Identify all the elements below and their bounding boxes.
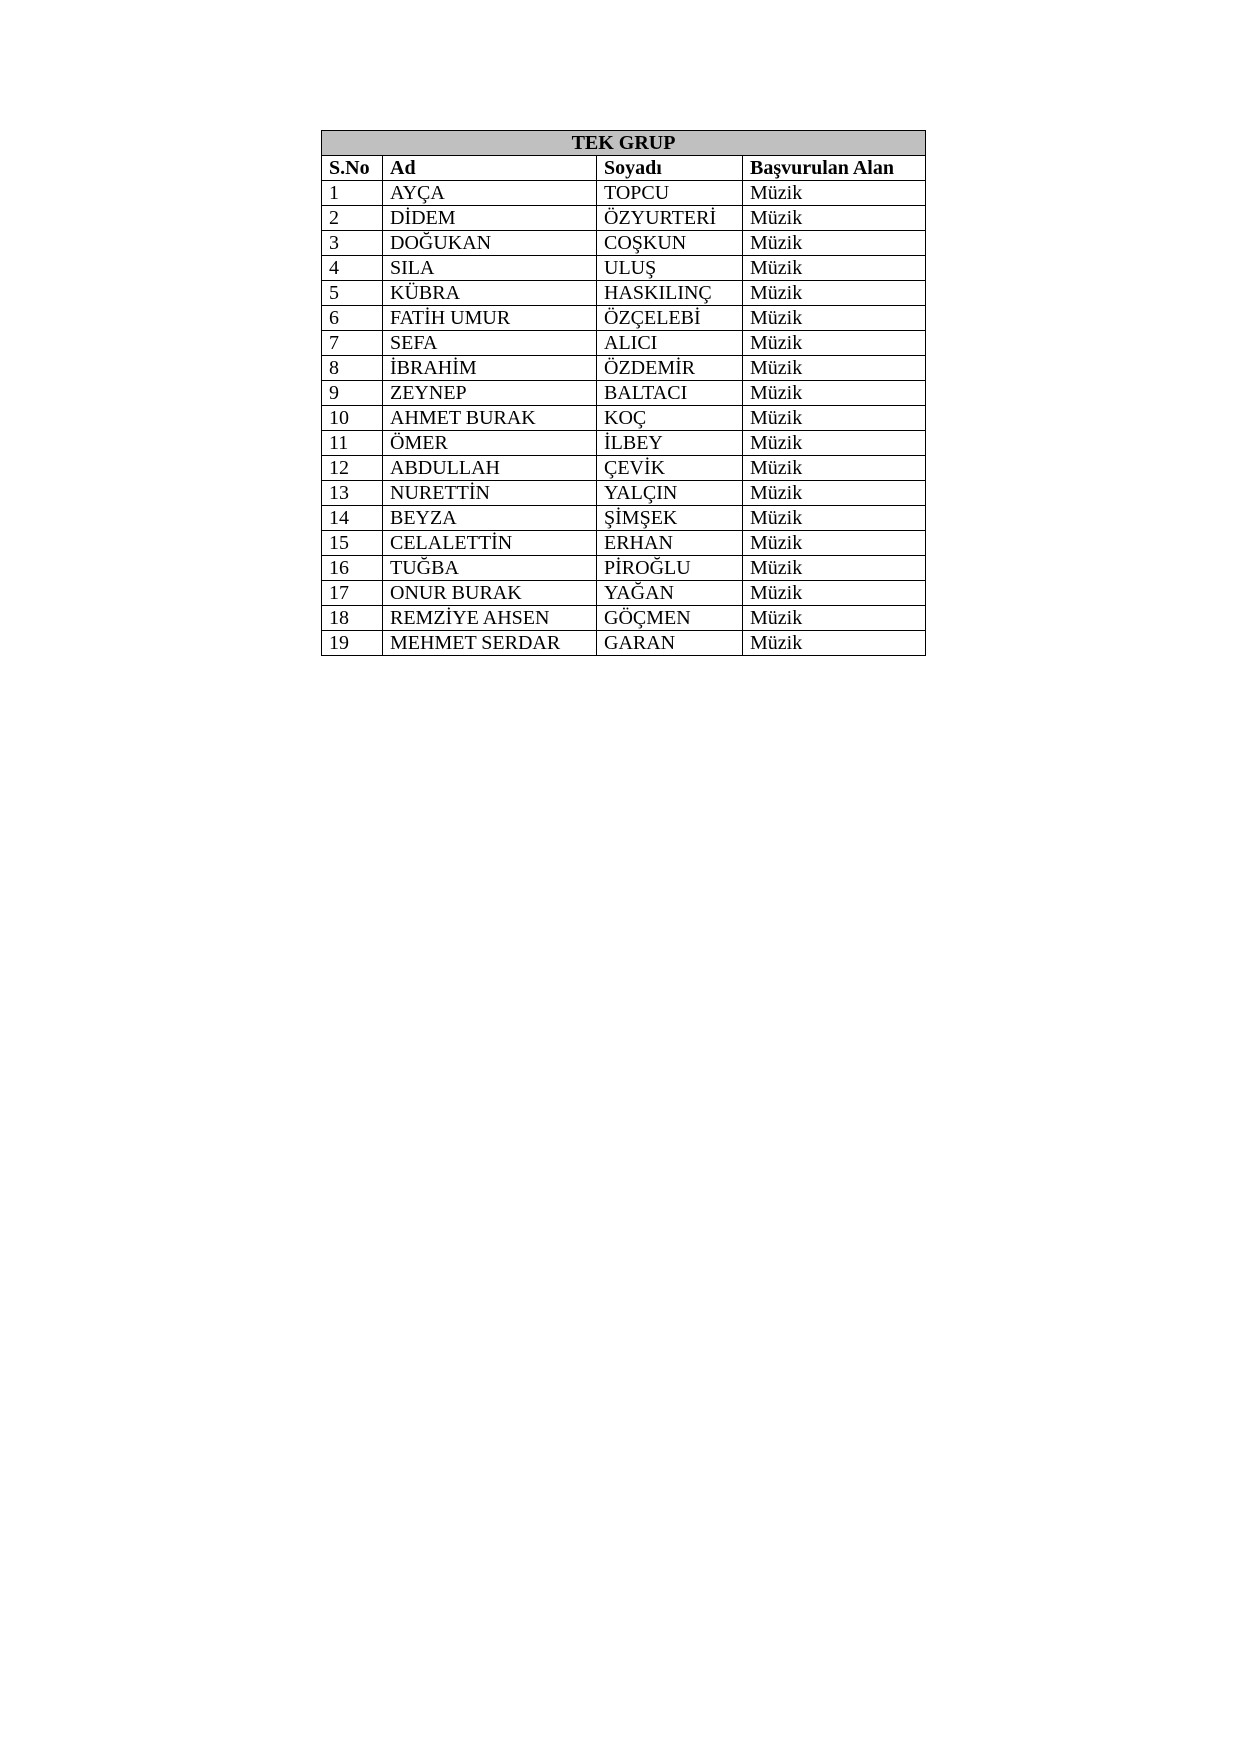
cell-sno: 19 <box>322 631 383 656</box>
header-sno: S.No <box>322 156 383 181</box>
cell-alan: Müzik <box>743 606 926 631</box>
cell-soyadi: ULUŞ <box>597 256 743 281</box>
header-alan: Başvurulan Alan <box>743 156 926 181</box>
cell-alan: Müzik <box>743 631 926 656</box>
cell-soyadi: HASKILINÇ <box>597 281 743 306</box>
cell-ad: ÖMER <box>383 431 597 456</box>
cell-soyadi: ERHAN <box>597 531 743 556</box>
cell-ad: ONUR BURAK <box>383 581 597 606</box>
table-row <box>322 381 926 406</box>
cell-ad: CELALETTİN <box>383 531 597 556</box>
cell-ad: ABDULLAH <box>383 456 597 481</box>
table-row <box>322 356 926 381</box>
header-soyadi: Soyadı <box>597 156 743 181</box>
cell-sno: 17 <box>322 581 383 606</box>
table-row <box>322 331 926 356</box>
cell-alan: Müzik <box>743 456 926 481</box>
table-row <box>322 431 926 456</box>
cell-sno: 14 <box>322 506 383 531</box>
cell-sno: 12 <box>322 456 383 481</box>
cell-ad: AYÇA <box>383 181 597 206</box>
cell-soyadi: BALTACI <box>597 381 743 406</box>
cell-sno: 2 <box>322 206 383 231</box>
cell-ad: DİDEM <box>383 206 597 231</box>
table-row <box>322 306 926 331</box>
cell-soyadi: ŞİMŞEK <box>597 506 743 531</box>
cell-sno: 1 <box>322 181 383 206</box>
cell-alan: Müzik <box>743 531 926 556</box>
table-row <box>322 256 926 281</box>
cell-ad: ZEYNEP <box>383 381 597 406</box>
cell-ad: KÜBRA <box>383 281 597 306</box>
cell-ad: DOĞUKAN <box>383 231 597 256</box>
cell-sno: 9 <box>322 381 383 406</box>
table-body <box>322 181 926 656</box>
table-row <box>322 456 926 481</box>
cell-ad: NURETTİN <box>383 481 597 506</box>
cell-sno: 10 <box>322 406 383 431</box>
table-row <box>322 581 926 606</box>
cell-sno: 18 <box>322 606 383 631</box>
cell-alan: Müzik <box>743 306 926 331</box>
table-row <box>322 181 926 206</box>
table-row <box>322 481 926 506</box>
table-row <box>322 281 926 306</box>
table-header-row <box>322 156 926 181</box>
cell-alan: Müzik <box>743 581 926 606</box>
cell-ad: SILA <box>383 256 597 281</box>
header-ad: Ad <box>383 156 597 181</box>
cell-alan: Müzik <box>743 381 926 406</box>
cell-sno: 16 <box>322 556 383 581</box>
cell-sno: 15 <box>322 531 383 556</box>
cell-ad: FATİH UMUR <box>383 306 597 331</box>
cell-soyadi: COŞKUN <box>597 231 743 256</box>
cell-sno: 11 <box>322 431 383 456</box>
cell-ad: REMZİYE AHSEN <box>383 606 597 631</box>
cell-sno: 3 <box>322 231 383 256</box>
cell-alan: Müzik <box>743 431 926 456</box>
cell-alan: Müzik <box>743 481 926 506</box>
cell-sno: 7 <box>322 331 383 356</box>
cell-sno: 13 <box>322 481 383 506</box>
cell-soyadi: ÖZDEMİR <box>597 356 743 381</box>
cell-ad: AHMET BURAK <box>383 406 597 431</box>
cell-alan: Müzik <box>743 356 926 381</box>
cell-alan: Müzik <box>743 506 926 531</box>
cell-ad: SEFA <box>383 331 597 356</box>
cell-alan: Müzik <box>743 331 926 356</box>
cell-soyadi: ÖZYURTERİ <box>597 206 743 231</box>
cell-ad: TUĞBA <box>383 556 597 581</box>
table-title: TEK GRUP <box>322 131 926 156</box>
cell-sno: 8 <box>322 356 383 381</box>
cell-sno: 4 <box>322 256 383 281</box>
cell-soyadi: KOÇ <box>597 406 743 431</box>
table-row <box>322 506 926 531</box>
cell-sno: 5 <box>322 281 383 306</box>
table-row <box>322 556 926 581</box>
cell-alan: Müzik <box>743 406 926 431</box>
table-row <box>322 606 926 631</box>
cell-alan: Müzik <box>743 206 926 231</box>
cell-soyadi: TOPCU <box>597 181 743 206</box>
cell-soyadi: YALÇIN <box>597 481 743 506</box>
table-row <box>322 231 926 256</box>
table-row <box>322 206 926 231</box>
cell-ad: MEHMET SERDAR <box>383 631 597 656</box>
cell-soyadi: ÖZÇELEBİ <box>597 306 743 331</box>
table-title-row <box>322 131 926 156</box>
cell-soyadi: YAĞAN <box>597 581 743 606</box>
table-row <box>322 631 926 656</box>
cell-soyadi: GÖÇMEN <box>597 606 743 631</box>
document-page <box>321 130 925 656</box>
cell-sno: 6 <box>322 306 383 331</box>
cell-soyadi: ALICI <box>597 331 743 356</box>
cell-alan: Müzik <box>743 256 926 281</box>
cell-soyadi: PİROĞLU <box>597 556 743 581</box>
participants-table <box>321 130 926 656</box>
cell-ad: İBRAHİM <box>383 356 597 381</box>
cell-soyadi: GARAN <box>597 631 743 656</box>
cell-ad: BEYZA <box>383 506 597 531</box>
cell-soyadi: ÇEVİK <box>597 456 743 481</box>
cell-alan: Müzik <box>743 181 926 206</box>
cell-alan: Müzik <box>743 556 926 581</box>
table-row <box>322 406 926 431</box>
cell-alan: Müzik <box>743 281 926 306</box>
table-row <box>322 531 926 556</box>
cell-alan: Müzik <box>743 231 926 256</box>
cell-soyadi: İLBEY <box>597 431 743 456</box>
